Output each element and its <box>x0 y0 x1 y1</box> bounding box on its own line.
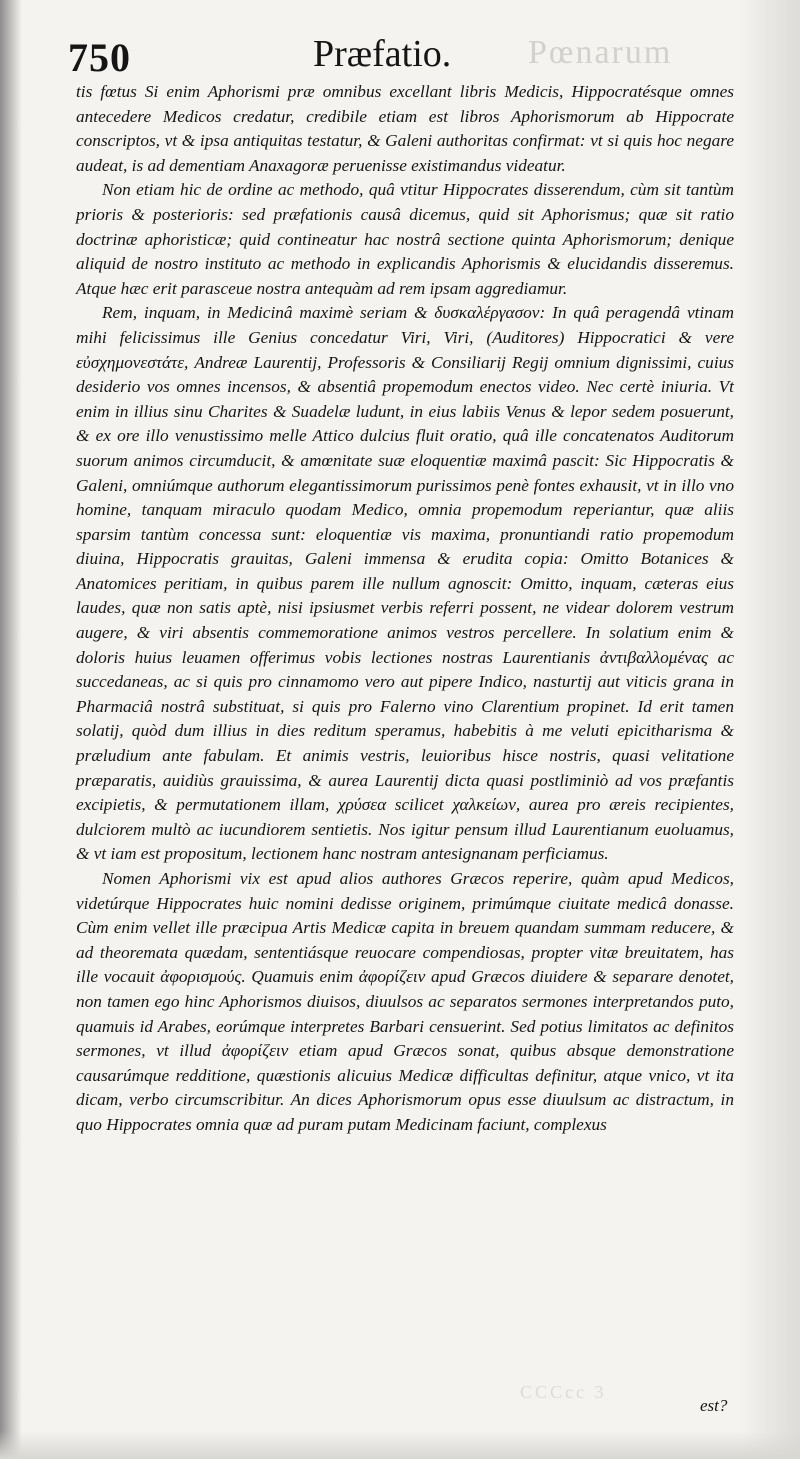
page-edge-shading <box>740 0 800 1459</box>
signature-bleed: CCCcc 3 <box>520 1382 607 1402</box>
paragraph: Nomen Aphorismi vix est apud alios authores Græcos reperire, quàm apud Medicos, videtúrque Hippocrates huic nomini dedisse originem, primúmque ciuitate medicâ donasse. Cùm enim vellet ille præcipua Artis Medicæ capita in breuem quandam summam reducere, & ad theoremata quædam, sententiásque reuocare compendiosas, propter vitæ breuitatem, has ille vocauit ἀφορισμούς. Quamuis enim ἀφορίζειν apud Græcos diuidere & separare denotet, non tamen ego hinc Aphorismos diuisos, diuulsos ac separatos sermones interpretandos puto, quamuis id Arabes, eorúmque interpretes Barbari censuerint. Sed potius limitatos ac definitos sermones, vt illud ἀφορίζειν etiam apud Græcos sonat, quibus absque demonstratione causarúmque redditione, quæstionis alicuius Medicæ difficultas definitur, atque vnico, vt ita dicam, verbo circumscribitur. An dices Aphorismorum opus esse diuulsum ac distractum, in quo Hippocrates omnia quæ ad puram putam Medicinam faciunt, complexus <box>76 869 734 1134</box>
page-bottom-edge <box>0 1431 800 1459</box>
paragraph: Non etiam hic de ordine ac methodo, quâ vtitur Hippocrates disserendum, cùm sit tantùm prioris & posterioris: sed præfationis causâ dicemus, quid sit Aphorismus; quæ sit ratio doctrinæ aphoristicæ; quid contineatur hac nostrâ sectione quinta Aphorismorum; denique aliquid de nostro instituto ac methodo in explicandis Aphorismis & elucidandis disseremus. Atque hæc erit parasceue nostra antequàm ad rem ipsam aggrediamur. <box>76 180 734 298</box>
body-text <box>76 80 734 1138</box>
running-head: Præfatio. <box>313 33 452 75</box>
bleed-through-text: Pœnarum <box>528 34 673 71</box>
catchword: est? <box>700 1396 728 1415</box>
page-header <box>68 28 770 78</box>
gutter-shadow <box>0 0 22 1459</box>
page-number: 750 <box>68 35 131 80</box>
paragraph: Rem, inquam, in Medicinâ maximè seriam & δυσκαλέργασον: In quâ peragendâ vtinam mihi felicissimus ille Genius concedatur Viri, Viri, (Auditores) Hippocratici & vere εὐσχημονεστάτε, Andreæ Laurentij, Professoris & Consiliarij Regij omnium dignissimi, cuius desiderio vos omnes incensos, & absentiâ propemodum enectos video. Nec certè iniuria. Vt enim in illius sinu Charites & Suadelæ ludunt, in eius labiis Venus & lepor sedem posuerunt, & ex ore illo venustissimo melle Attico dulcius fluit oratio, quâ ille concatenatos Auditorum suorum animos circumducit, & amœnitate suæ eloquentiæ maximâ pascit: Sic Hippocratis & Galeni, omniúmque authorum elegantissimorum purissimos penè fontes exhausit, vt in illo vno homine, tanquam miraculo quodam Medico, omnia propemodum reperiantur, quæ aliis sparsim tantùm concessa sunt: eloquentiæ vis maxima, pronuntiandi ratio propemodum diuina, Hippocratis grauitas, Galeni immensa & erudita copia: Omitto Botanices & Anatomices peritiam, in quibus parem ille nullum agnoscit: Omitto, inquam, cæteras eius laudes, quæ non satis aptè, nisi ipsiusmet verbis referri possent, ne videar dolorem vestrum augere, & viri absentis commemoratione animos vestros percellere. In solatium enim & doloris huius leuamen offerimus vobis lectiones nostras Laurentianis ἀντιβαλλομένας ac succedaneas, ac si quis pro cinnamomo vero aut pipere Indico, nasturtij aut viticis grana in Pharmaciâ nostrâ substituat, si quis pro Falerno vino Clarentium propinet. Id erit tamen solatij, quòd dum illius in dies reditum speramus, habebitis à me veluti epicitharisma & præludium ante fabulam. Et animis vestris, leuioribus hisce nostris, quasi velitatione præparatis, auidiùs grauissima, & aurea Laurentij dicta quasi postliminiò ad vos præfantis excipietis, & permutationem illam, χρύσεα scilicet χαλκείων, aurea pro æreis recipientes, dulciorem multò ac iucundiorem sentietis. Nos igitur pensum illud Laurentianum euoluamus, & vt iam est propositum, lectionem hanc nostram antesignanam perficiamus. <box>76 303 734 864</box>
paragraph: tis fœtus Si enim Aphorismi præ omnibus excellant libris Medicis, Hippocratésque omnes antecedere Medicos credatur, credibile etiam est libros Aphorismorum ab Hippocrate conscriptos, vt & ipsa antiquitas testatur, & Galeni authoritas confirmat: vt si quis hoc negare audeat, is ad dementiam Anaxagoræ peruenisse existimandus videatur. <box>76 82 734 175</box>
